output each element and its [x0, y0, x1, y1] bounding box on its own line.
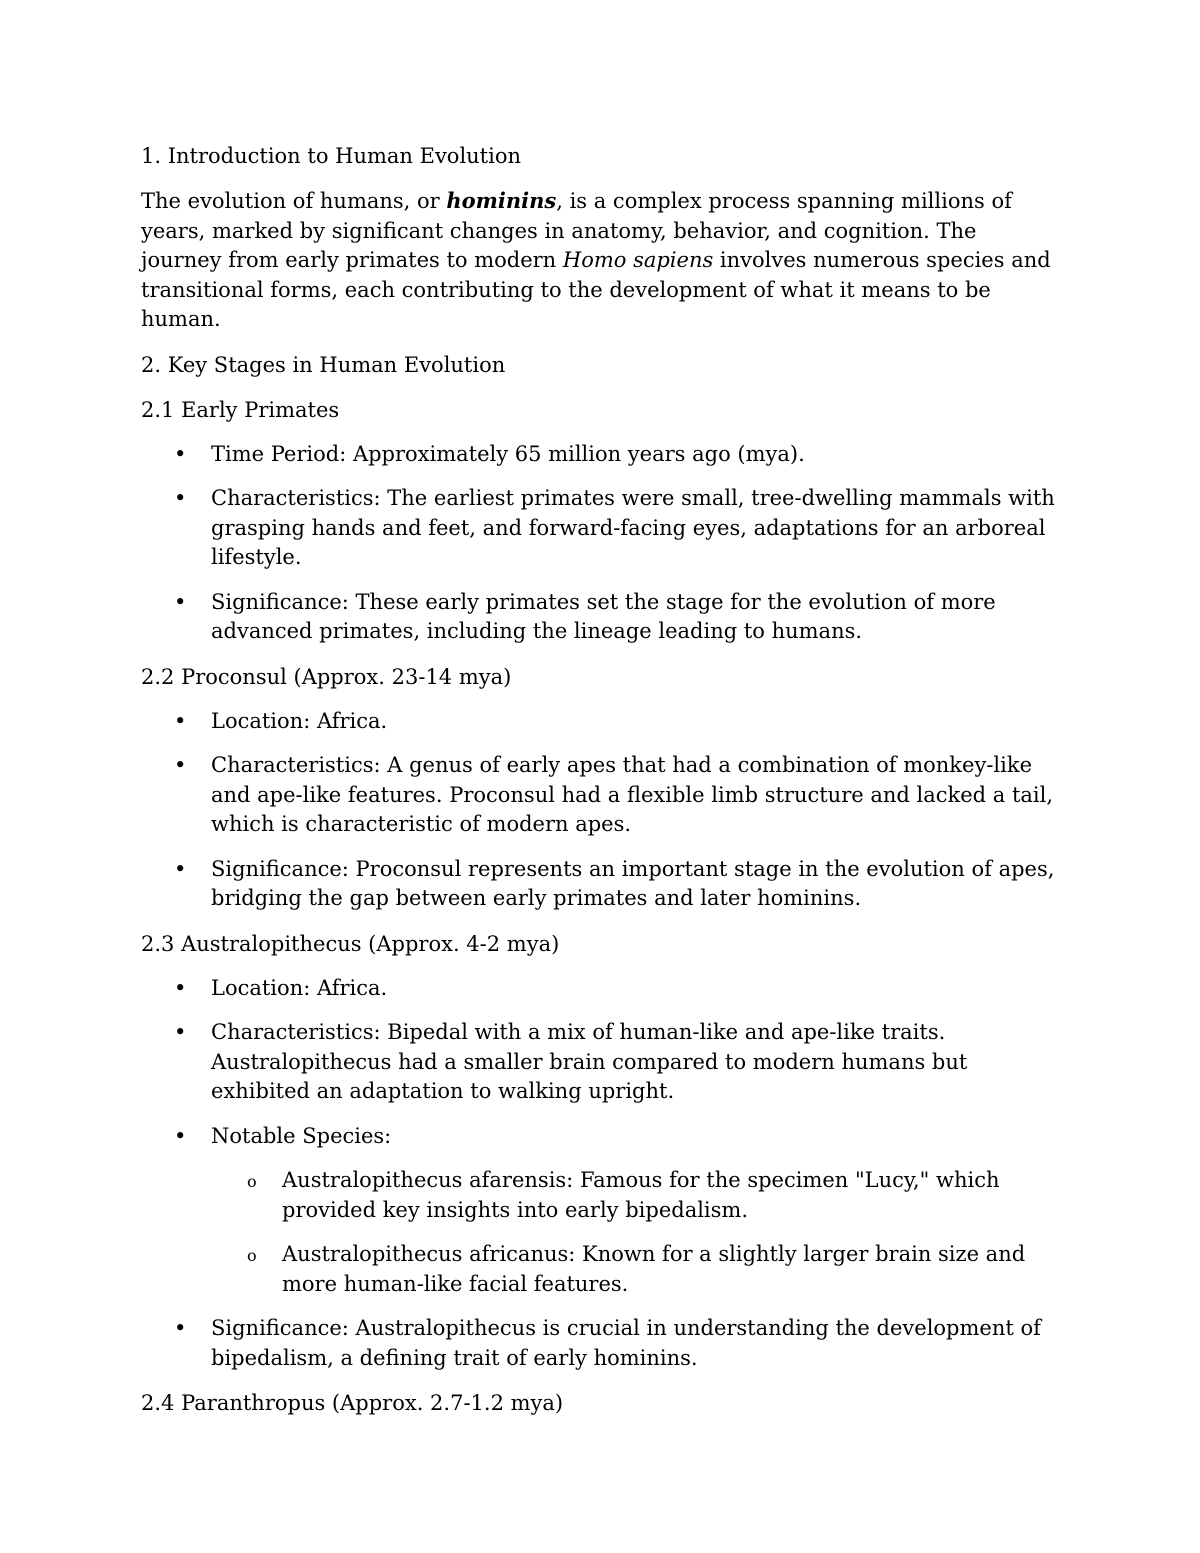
section-1-intro-paragraph — [141, 186, 1061, 335]
section-2-2-bullet-list — [141, 707, 1061, 914]
bullet-icon: • — [174, 589, 187, 614]
list-item — [141, 1018, 1061, 1107]
bullet-icon: • — [174, 856, 187, 881]
list-item — [141, 484, 1061, 573]
bullet-icon: • — [174, 1020, 187, 1044]
list-item — [141, 1122, 1061, 1300]
bullet-icon: • — [174, 1316, 187, 1340]
list-item — [141, 440, 1061, 470]
section-2-1-bullet-list — [141, 440, 1061, 647]
bullet-icon: • — [174, 486, 187, 510]
list-item — [141, 588, 1061, 647]
list-item-text: Notable Species: — [211, 1123, 392, 1148]
section-2-3-heading: 2.3 Australopithecus (Approx. 4-2 mya) — [141, 931, 560, 956]
bullet-icon: • — [174, 975, 187, 1000]
list-item — [141, 855, 1061, 914]
bullet-icon: • — [174, 753, 187, 777]
list-item — [141, 751, 1061, 840]
section-2-2-heading: 2.2 Proconsul (Approx. 23-14 mya) — [141, 664, 512, 689]
list-item-text: Location: Africa. — [211, 975, 388, 1000]
circle-bullet-icon: o — [247, 1246, 257, 1265]
sub-list-item-text: Australopithecus afarensis: Famous for the specimen "Lucy," which provided key insights into early bipedalism. — [282, 1168, 1000, 1222]
intro-text-3: involves numerous species and transitional forms, each contributing to the development of what it means to be human. — [141, 248, 1051, 331]
list-item — [141, 1314, 1061, 1373]
bullet-icon: • — [174, 708, 187, 733]
list-item-text: Characteristics: Bipedal with a mix of human-like and ape-like traits. Australopithecus had a smaller brain compared to modern humans but exhibited an adaptation to walking upright. — [211, 1020, 968, 1103]
intro-emphasis-homo-sapiens: Homo sapiens — [562, 248, 714, 272]
section-2-4-heading: 2.4 Paranthropus (Approx. 2.7-1.2 mya) — [141, 1391, 564, 1415]
notable-species-sublist — [211, 1166, 1061, 1299]
intro-emphasis-hominins: hominins — [446, 188, 557, 213]
list-item-text: Time Period: Approximately 65 million years ago (mya). — [211, 441, 805, 466]
sub-list-item-text: Australopithecus africanus: Known for a slightly larger brain size and more human-like facial features. — [282, 1242, 1026, 1296]
list-item-text: Location: Africa. — [211, 708, 388, 733]
list-item — [141, 974, 1061, 1004]
section-2-1-heading: 2.1 Early Primates — [141, 397, 340, 422]
intro-text-1: The evolution of humans, or — [141, 189, 447, 213]
list-item-text: Significance: Proconsul represents an important stage in the evolution of apes, bridging the gap between early primates and later hominins. — [211, 856, 1055, 910]
circle-bullet-icon: o — [247, 1172, 257, 1191]
document-page — [141, 141, 1061, 1433]
bullet-icon: • — [174, 441, 187, 466]
sub-list-item — [211, 1240, 1061, 1299]
sub-list-item — [211, 1166, 1061, 1225]
list-item-text: Significance: These early primates set the stage for the evolution of more advanced primates, including the lineage leading to humans. — [211, 589, 996, 643]
section-2-3-bullet-list — [141, 974, 1061, 1374]
list-item-text: Characteristics: The earliest primates were small, tree-dwelling mammals with grasping hands and feet, and forward-facing eyes, adaptations for an arboreal lifestyle. — [211, 486, 1055, 569]
list-item-text: Significance: Australopithecus is crucial in understanding the development of bipedalism, a defining trait of early hominins. — [211, 1316, 1041, 1370]
list-item-text: Characteristics: A genus of early apes that had a combination of monkey-like and ape-like features. Proconsul had a flexible limb structure and lacked a tail, which is characteristic of modern apes. — [211, 753, 1054, 836]
section-2-heading: 2. Key Stages in Human Evolution — [141, 352, 506, 377]
bullet-icon: • — [174, 1123, 187, 1148]
list-item — [141, 707, 1061, 737]
intro-text-2: , is a complex process spanning millions of years, marked by significant changes in anatomy, behavior, and cognition. The journey from early primates to modern — [141, 189, 1012, 272]
section-1-heading: 1. Introduction to Human Evolution — [141, 144, 522, 168]
